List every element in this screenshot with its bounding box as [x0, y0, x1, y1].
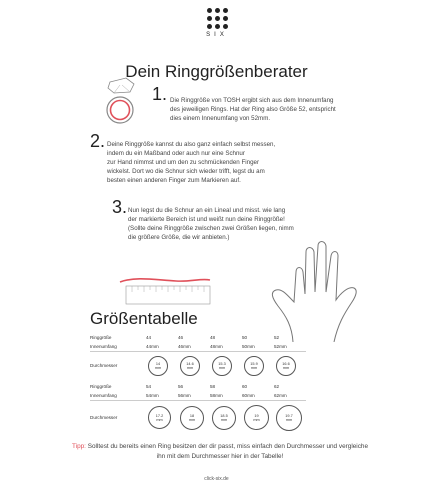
label-circumference: Innenumfang — [90, 342, 146, 352]
label-diameter: Durchmesser — [90, 363, 118, 369]
diameter-circle: 15.9 mm — [244, 356, 264, 376]
diameter-circle: 17.2 mm — [148, 406, 171, 429]
step-3-text: Nun legst du die Schnur an ein Lineal und misst. wie lang der markierte Bereich ist und weißt nun deine Ringgröße! (Sollte deine Ringgröße zwischen zwei Größen liegen, nimm die größere Größe, die wir anbieten.) — [128, 207, 294, 241]
footer-url[interactable]: click-six.de — [204, 476, 229, 482]
table-row: Durchmesser 17.2 mm 18 mm 18.5 mm 19 mm 19.7 mm — [90, 401, 306, 435]
diameter-circle: 16.6 mm — [276, 356, 296, 376]
table-row: Ringgröße 54 56 58 60 62 — [90, 384, 280, 389]
size-table-title: Größentabelle — [90, 309, 198, 328]
logo-dots — [199, 8, 235, 29]
table-row: Innenumfang 44mm 46mm 48mm 50mm 52mm — [90, 342, 306, 352]
logo-text: SIX — [206, 32, 228, 38]
table-row — [90, 352, 306, 380]
label-ring-size: Ringgröße — [90, 335, 112, 340]
diameter-circle: 14.6 mm — [180, 356, 200, 376]
brand-logo — [199, 8, 235, 38]
step-1-text: Die Ringgröße von TOSH ergibt sich aus dem Innenumfang des jeweiligen Rings. Hat der Ring also Größe 52, entspricht dies einem Innenumfang von 52mm. — [170, 97, 336, 122]
diameter-circle: 14 mm — [148, 356, 168, 376]
tip-label: Tipp: — [71, 443, 86, 450]
table-row: Ringgröße 44 46 48 50 52 — [90, 335, 280, 340]
diameter-circle: 15.3 mm — [212, 356, 232, 376]
step-3-number: 3. — [112, 197, 128, 217]
ring-illustration — [100, 76, 150, 126]
size-table-1 — [90, 333, 306, 380]
diameter-circle: 18 mm — [180, 406, 204, 430]
step-2-number: 2. — [90, 131, 106, 151]
hand-illustration — [268, 232, 388, 342]
page-title: Dein Ringgrößenberater — [125, 62, 308, 81]
diameter-circle: 18.5 mm — [212, 406, 236, 430]
diameter-circle: 19.7 mm — [276, 405, 302, 431]
size-table-2 — [90, 382, 306, 435]
ruler-illustration — [116, 272, 216, 308]
step-1-number: 1. — [152, 84, 168, 104]
step-2-text: Deine Ringgröße kannst du also ganz einfach selbst messen, indem du ein Maßband oder auch nur eine Schnur zur Hand nimmst und um den zu schmückenden Finger wickelst. Dort wo die Schnur sich wieder trifft, legst du am besten einen anderen Finger zum Markieren auf. — [107, 141, 276, 184]
diameter-circle: 19 mm — [244, 405, 269, 430]
tip-text: Tipp: Solltest du bereits einen Ring besitzen der dir passt, miss einfach den Durchmesser und vergleiche ihn mit dem Durchmesser hier in der Tabelle! — [71, 443, 369, 460]
table-row: Innenumfang 54mm 56mm 58mm 60mm 62mm — [90, 391, 306, 401]
